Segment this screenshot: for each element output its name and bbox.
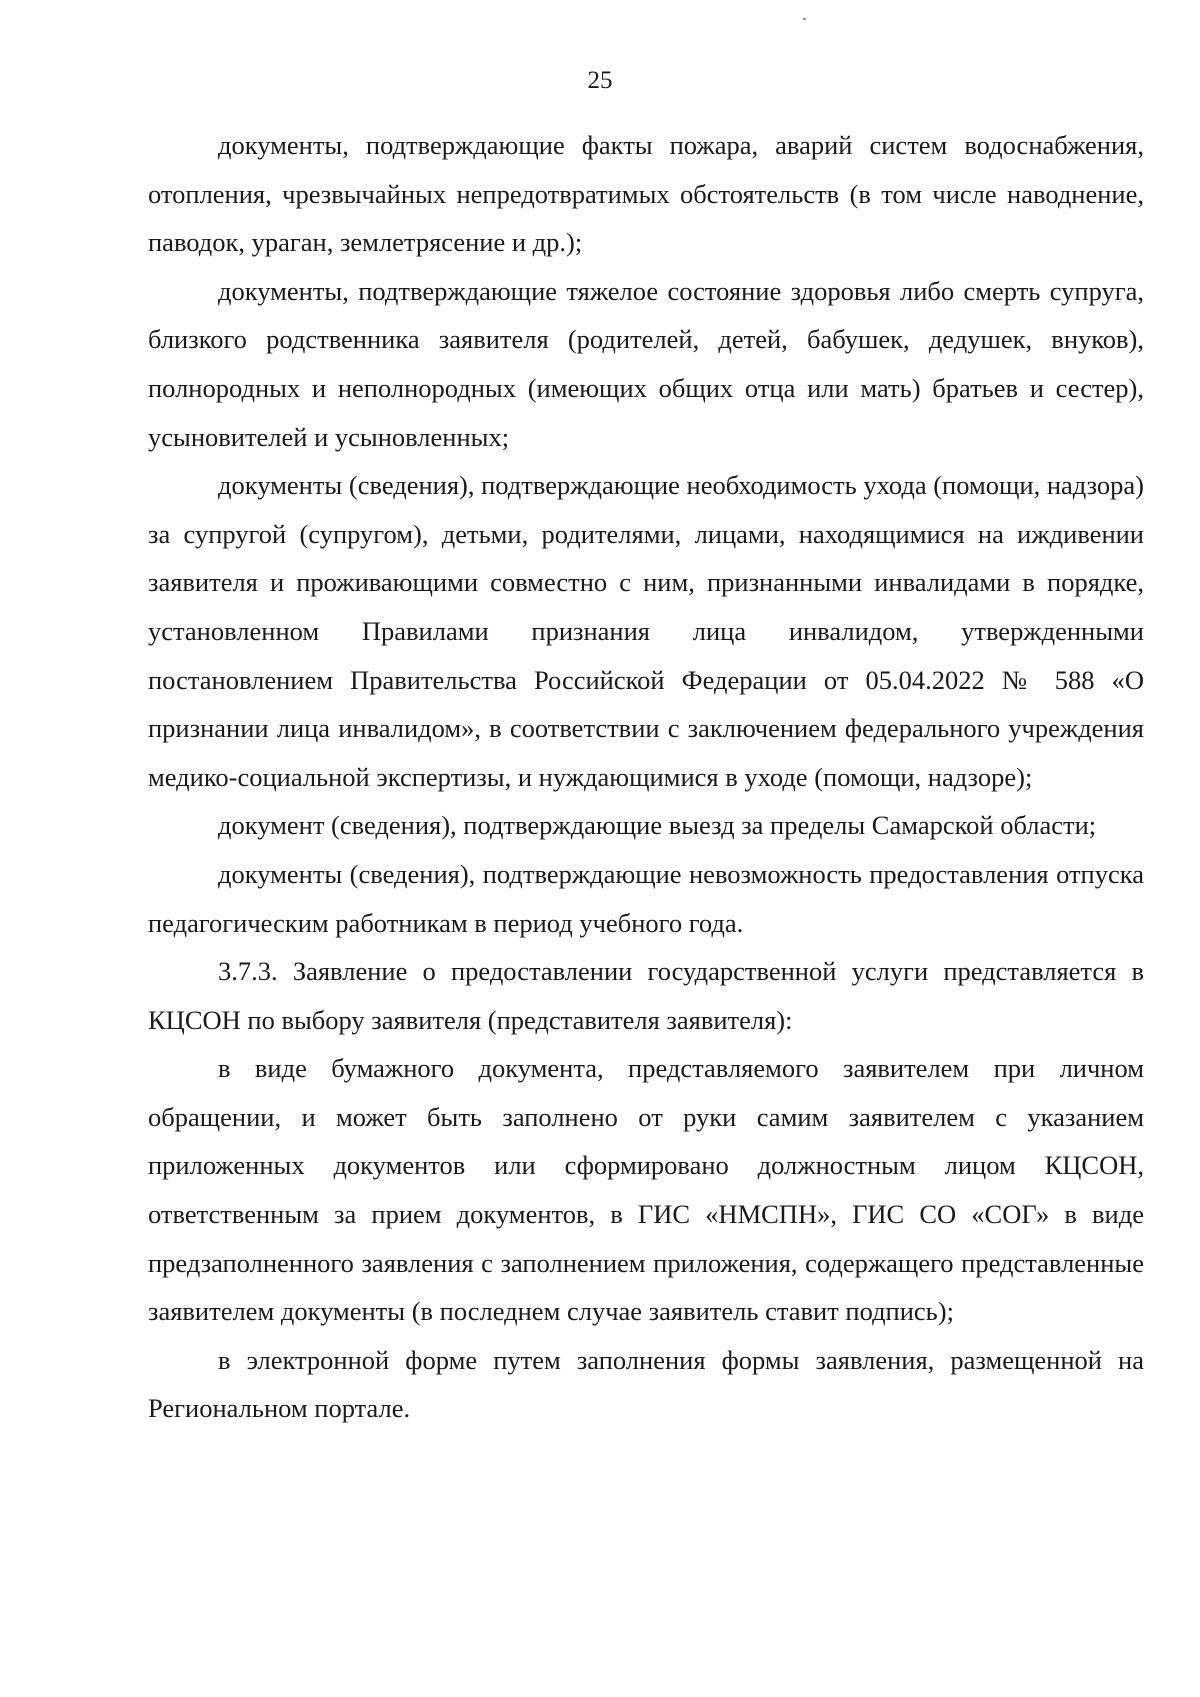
paragraph-health-relatives-documents: документы, подтверждающие тяжелое состояние здоровья либо смерть супруга, близкого родственника заявителя (родителей, детей, бабушек, дедушек, внуков), полнородных и неполнородных (имеющих общих отца или мать) братьев и сестер), усыновителей и усыновленных; (148, 275, 1144, 452)
paragraph-departure-documents: документ (сведения), подтверждающие выезд за пределы Самарской области; (218, 810, 1097, 841)
paragraph-care-necessity-documents: документы (сведения), подтверждающие необходимость ухода (помощи, надзора) за супругой (супругом), детьми, родителями, лицами, находящимися на иждивении заявителя и проживающими совместно с ним, признанными инвалидами в порядке, установленном Правилами признания лица инвалидом, утвержденными постановлением Правительства Российской Федерации от 05.04.2022 № 588 «О признании лица инвалидом», в соответствии с заключением федерального учреждения медико-социальной экспертизы, и нуждающимися в уходе (помощи, надзоре); (148, 470, 1144, 792)
paragraph-paper-application: в виде бумажного документа, представляемого заявителем при личном обращении, и может быть заполнено от руки самим заявителем с указанием приложенных документов или сформировано должностным лицом КЦСОН, ответственным за прием документов, в ГИС «НМСПН», ГИС СО «СОГ» в виде предзаполненного заявления с заполнением приложения, содержащего представленные заявителем документы (в последнем случае заявитель ставит подпись); (148, 1053, 1144, 1327)
paragraph-section-3-7-3: 3.7.3. Заявление о предоставлении государственной услуги представляется в КЦСОН по выбору заявителя (представителя заявителя): (148, 956, 1144, 1035)
paragraph-electronic-application: в электронной форме путем заполнения формы заявления, размещенной на Региональном портале. (148, 1344, 1144, 1424)
document-body (148, 121, 1144, 1433)
scan-artifact (803, 18, 806, 20)
paragraph-teacher-leave-documents: документы (сведения), подтверждающие невозможность предоставления отпуска педагогическим работникам в период учебного года. (148, 858, 1144, 938)
paragraph-fire-accident-documents: документы, подтверждающие факты пожара, аварий систем водоснабжения, отопления, чрезвычайных непредотвратимых обстоятельств (в том числе наводнение, паводок, ураган, землетрясение и др.); (148, 130, 1144, 258)
page-number: 25 (587, 67, 613, 94)
